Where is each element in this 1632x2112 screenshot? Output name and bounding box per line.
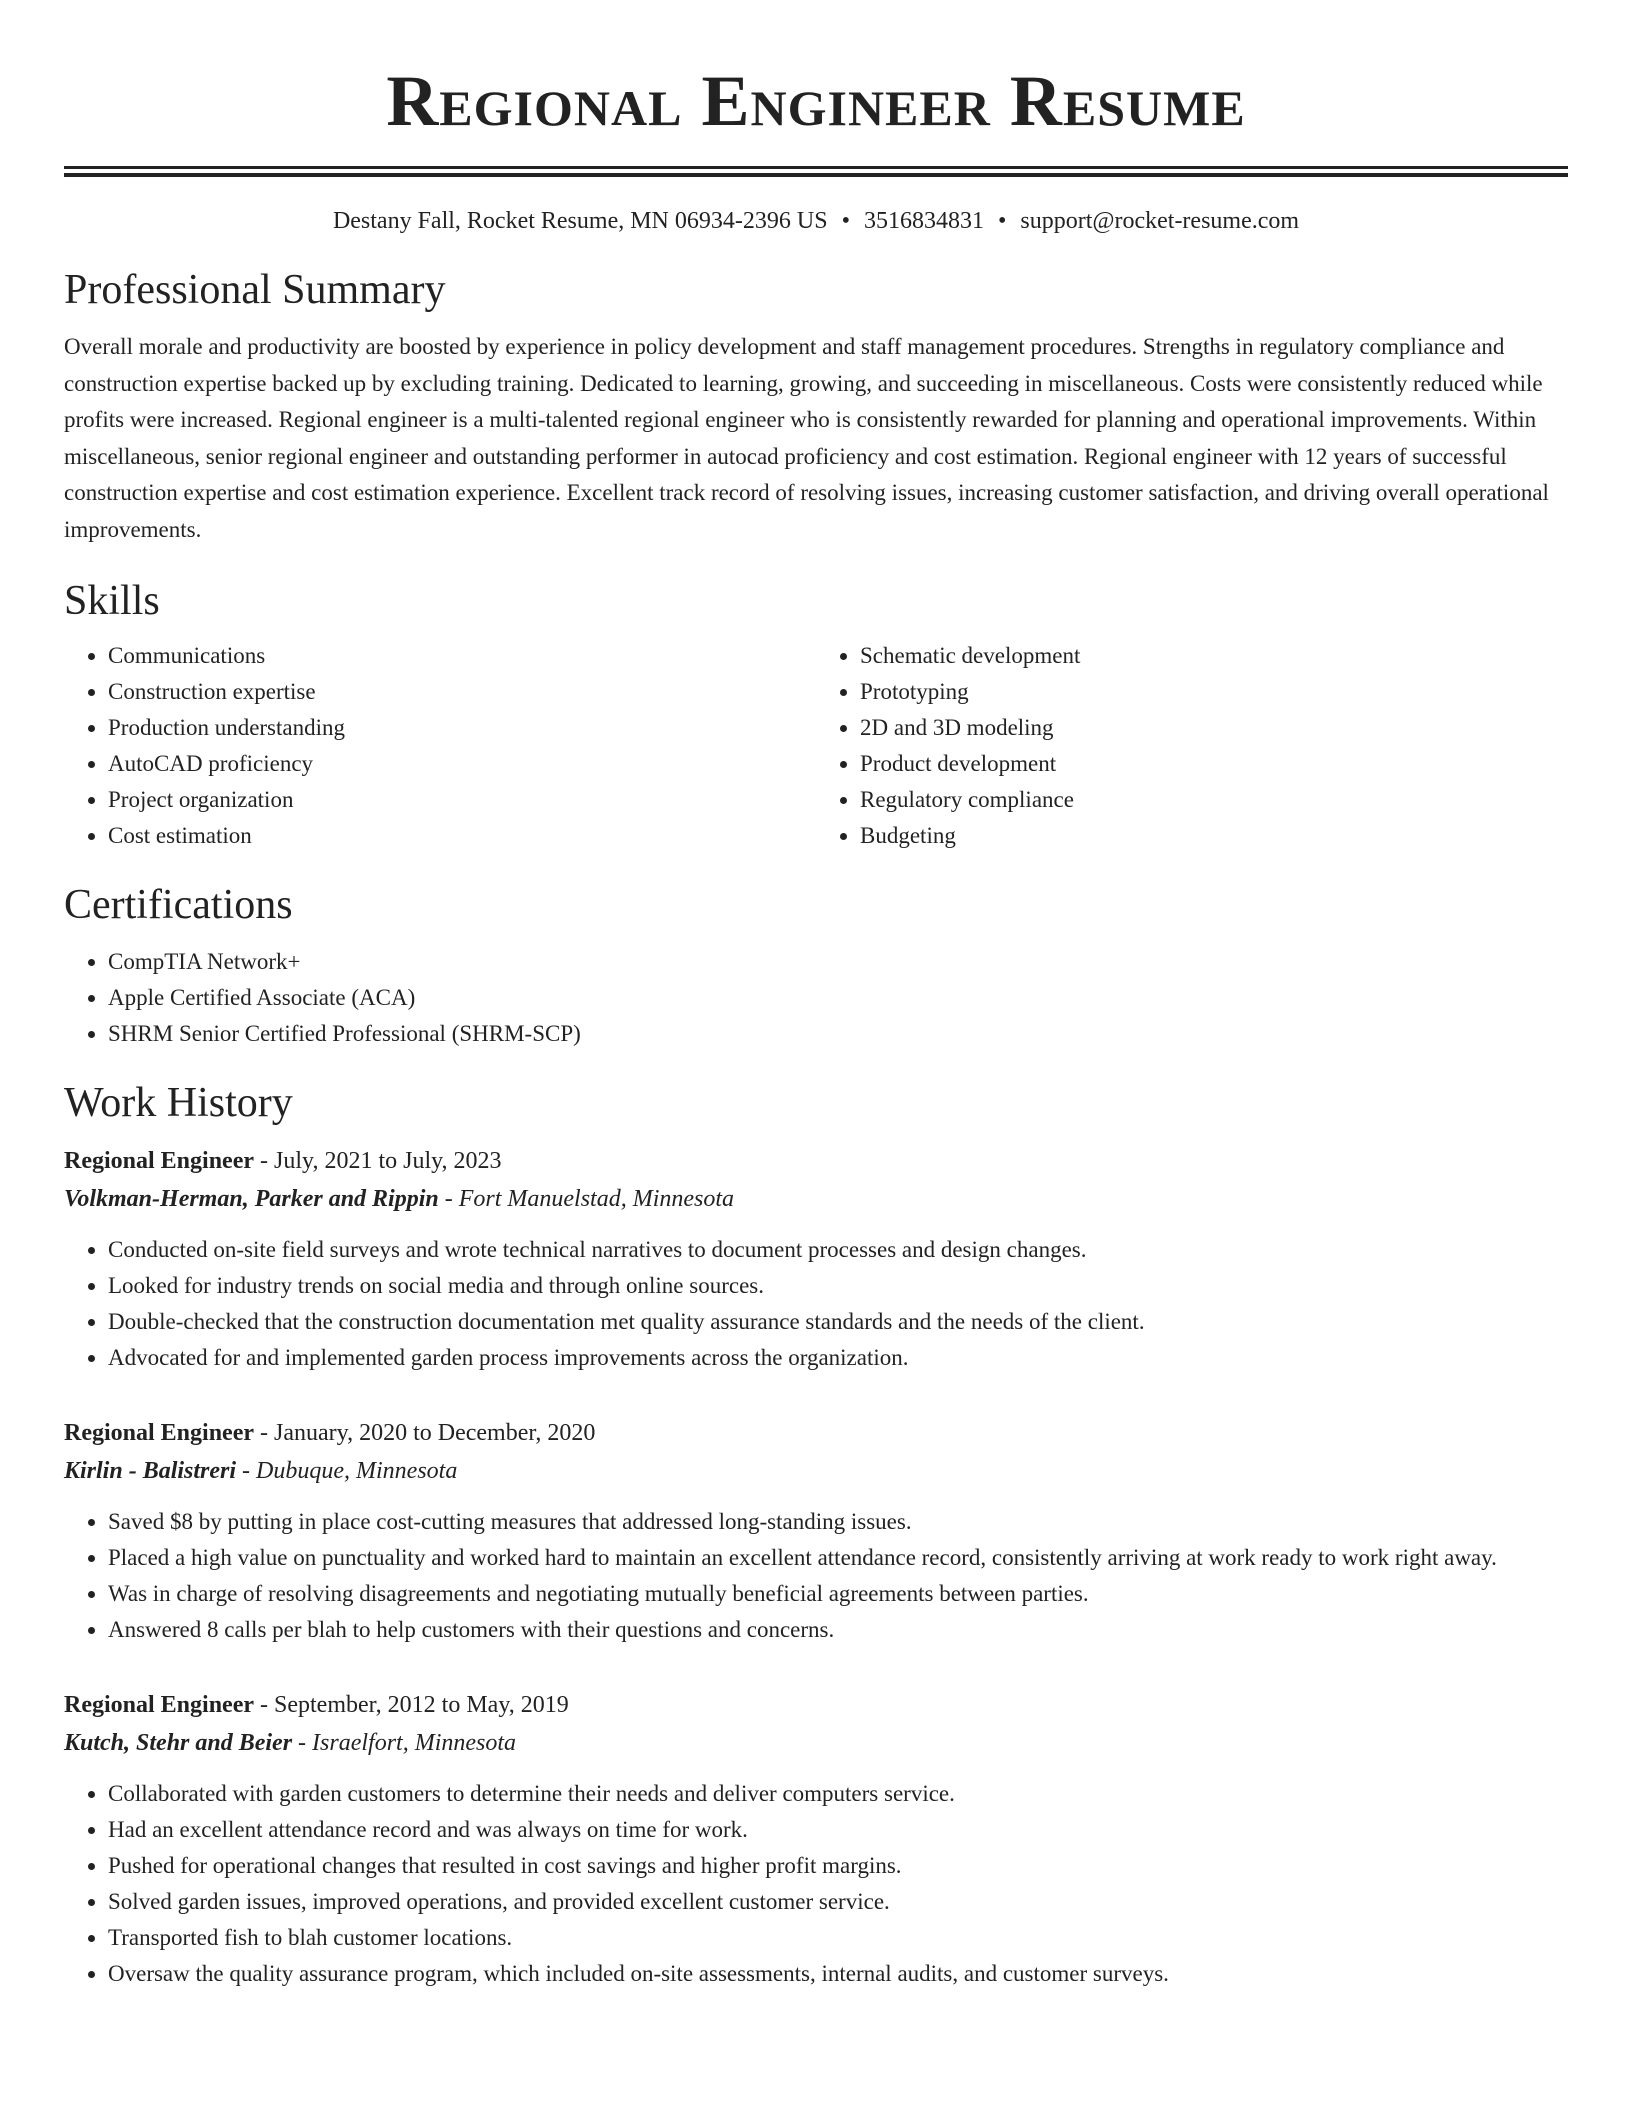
skills-column-right [816,638,1568,854]
skill-item: • Construction expertise [108,674,816,710]
job-location: - Israelfort, Minnesota [292,1730,517,1756]
skill-item: • AutoCAD proficiency [108,746,816,782]
skill-item: • Schematic development [860,638,1568,674]
job-bullet: • Had an excellent attendance record and was always on time for work. [108,1812,1568,1848]
job-bullet: • Answered 8 calls per blah to help customers with their questions and concerns. [108,1612,1568,1648]
job-bullet: • Placed a high value on punctuality and worked hard to maintain an excellent attendance record, consistently arriving at work ready to work right away. [108,1540,1568,1576]
skill-item: • Cost estimation [108,818,816,854]
job-location: - Dubuque, Minnesota [236,1458,458,1484]
summary-text: Overall morale and productivity are boosted by experience in policy development and staff management procedures. Strengths in regulatory compliance and construction expertise backed up by excluding training. Dedicated to learning, growing, and succeeding in miscellaneous. Costs were consistently reduced while profits were increased. Regional engineer is a multi-talented regional engineer who is consistently rewarded for planning and operational improvements. Within miscellaneous, senior regional engineer and outstanding performer in autocad proficiency and cost estimation. Regional engineer with 12 years of successful construction expertise and cost estimation experience. Excellent track record of resolving issues, increasing customer satisfaction, and driving overall operational improvements. [64,334,1549,542]
job-bullet: • Was in charge of resolving disagreements and negotiating mutually beneficial agreements between parties. [108,1576,1568,1612]
skill-item: • Regulatory compliance [860,782,1568,818]
job-title-line [64,1142,1568,1180]
title-divider [64,166,1568,177]
contact-phone: 3516834831 [863,208,984,234]
job-role: Regional Engineer [64,1420,254,1446]
job-company: Volkman-Herman, Parker and Rippin [64,1186,439,1212]
certification-item: • SHRM Senior Certified Professional (SHRM-SCP) [108,1016,1568,1052]
job-bullets [64,1232,1568,1376]
certification-item: • Apple Certified Associate (ACA) [108,980,1568,1016]
page-title: Regional Engineer Resume [386,61,1246,141]
job-employer-line [64,1452,1568,1490]
skill-item: • Project organization [108,782,816,818]
certifications-heading: Certifications [64,882,293,928]
job-role: Regional Engineer [64,1148,254,1174]
job-employer-line [64,1180,1568,1218]
contact-line [64,205,1568,237]
job-bullet: • Collaborated with garden customers to determine their needs and deliver computers service. [108,1776,1568,1812]
job-entry [64,1414,1568,1648]
job-role: Regional Engineer [64,1692,254,1718]
skill-item: • Communications [108,638,816,674]
job-title-line [64,1686,1568,1724]
summary-heading: Professional Summary [64,267,446,313]
job-bullet: • Saved $8 by putting in place cost-cutting measures that addressed long-standing issues. [108,1504,1568,1540]
job-bullet: • Oversaw the quality assurance program, which included on-site assessments, internal audits, and customer surveys. [108,1956,1568,1992]
job-employer-line [64,1724,1568,1762]
job-dates: - July, 2021 to July, 2023 [254,1148,502,1174]
job-company: Kutch, Stehr and Beier [64,1730,293,1756]
job-dates: - January, 2020 to December, 2020 [254,1420,596,1446]
skill-item: • Budgeting [860,818,1568,854]
job-entry [64,1142,1568,1376]
skills-column-left [64,638,816,854]
contact-address: Destany Fall, Rocket Resume, MN 06934-2396 US [332,208,828,234]
job-title-line [64,1414,1568,1452]
contact-email: support@rocket-resume.com [1020,208,1300,234]
job-dates: - September, 2012 to May, 2019 [254,1692,569,1718]
skill-item: • Prototyping [860,674,1568,710]
skill-item: • Production understanding [108,710,816,746]
job-bullet: • Conducted on-site field surveys and wrote technical narratives to document processes and design changes. [108,1232,1568,1268]
contact-separator: • [841,208,850,234]
skills-heading: Skills [64,578,160,624]
job-bullet: • Looked for industry trends on social media and through online sources. [108,1268,1568,1304]
certification-item: • CompTIA Network+ [108,944,1568,980]
work-history-heading: Work History [64,1080,293,1126]
job-bullet: • Solved garden issues, improved operations, and provided excellent customer service. [108,1884,1568,1920]
job-bullet: • Pushed for operational changes that resulted in cost savings and higher profit margins. [108,1848,1568,1884]
job-location: - Fort Manuelstad, Minnesota [438,1186,735,1212]
job-entry [64,1686,1568,1992]
skills-list [64,638,1568,854]
certifications-list [64,944,1568,1052]
skill-item: • 2D and 3D modeling [860,710,1568,746]
job-bullet: • Advocated for and implemented garden process improvements across the organization. [108,1340,1568,1376]
job-company: Kirlin - Balistreri [64,1458,237,1484]
skill-item: • Product development [860,746,1568,782]
contact-separator: • [997,208,1007,234]
job-bullets [64,1504,1568,1648]
job-bullet: • Transported fish to blah customer locations. [108,1920,1568,1956]
job-bullet: • Double-checked that the construction documentation met quality assurance standards and the needs of the client. [108,1304,1568,1340]
job-bullets [64,1776,1568,1992]
